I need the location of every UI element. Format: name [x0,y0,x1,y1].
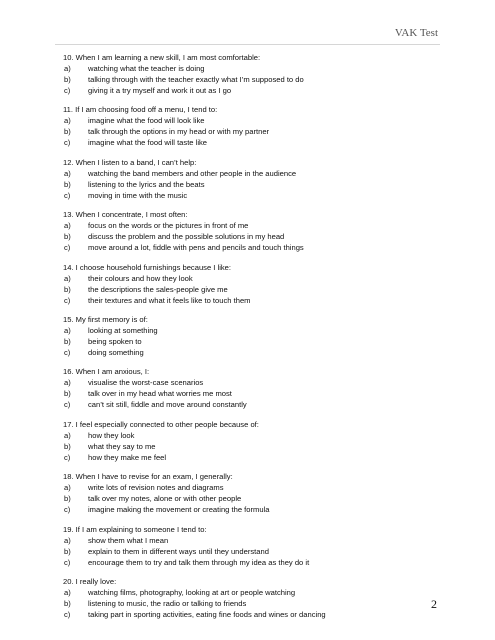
option-letter: c) [64,400,71,410]
answer-option [63,273,443,284]
option-text: imagine making the movement or creating the formula [88,505,270,515]
option-text: talk through the options in my head or with my partner [88,127,270,137]
answer-option [63,452,443,463]
answer-option [63,179,443,190]
answer-option [63,231,443,242]
page-number: 2 [431,597,437,611]
question-text: 16. When I am anxious, I: [63,367,150,377]
answer-option [63,557,443,568]
question-text: 18. When I have to revise for an exam, I generally: [63,472,233,482]
question-block [63,576,443,620]
answer-option [63,325,443,336]
option-text: discuss the problem and the possible solutions in my head [88,232,285,242]
option-letter: c) [64,295,71,305]
option-letter: a) [64,168,71,178]
option-text: moving in time with the music [88,190,188,200]
question-block [63,157,443,201]
option-text: looking at something [88,325,158,335]
answer-option [63,399,443,410]
question-text: 13. When I concentrate, I most often: [63,210,188,220]
answer-option [63,598,443,609]
option-text: being spoken to [88,336,142,346]
option-letter: a) [64,273,71,283]
option-letter: a) [64,378,71,388]
option-text: move around a lot, fiddle with pens and pencils and touch things [88,243,304,253]
question-block [63,52,443,96]
option-letter: b) [64,441,71,451]
option-letter: c) [64,86,71,95]
question-text: 17. I feel especially connected to other people because of: [63,419,259,429]
option-letter: c) [64,452,71,462]
option-letter: a) [64,325,71,335]
option-letter: c) [64,347,71,357]
option-text: their textures and what it feels like to touch them [88,295,251,305]
question-text: 20. I really love: [63,576,117,586]
question-block [63,419,443,463]
option-text: watching the band members and other people in the audience [88,168,297,178]
answer-option [63,74,443,85]
answer-option [63,587,443,598]
answer-option [63,493,443,504]
question-text: 10. When I am learning a new skill, I am most comfortable: [63,53,261,62]
answer-option [63,220,443,231]
option-text: listening to music, the radio or talking to friends [88,598,247,608]
answer-option [63,609,443,620]
option-text: watching films, photography, looking at art or people watching [88,587,296,597]
question-text: 19. If I am explaining to someone I tend to: [63,524,207,534]
question-block [63,262,443,306]
option-text: how they make me feel [88,452,167,462]
option-letter: b) [64,75,71,84]
question-block [63,366,443,410]
question-block [63,314,443,358]
option-text: talk over my notes, alone or with other people [88,494,242,504]
option-text: doing something [88,347,144,357]
answer-option [63,535,443,546]
answer-option [63,85,443,96]
question-block [63,104,443,148]
answer-option [63,190,443,201]
question-list [63,52,443,628]
option-text: talking through with the teacher exactly what I’m supposed to do [88,75,304,84]
option-text: watching what the teacher is doing [88,64,205,73]
answer-option [63,388,443,399]
option-text: write lots of revision notes and diagrams [88,483,224,493]
option-letter: a) [64,64,71,73]
question-block [63,471,443,515]
option-letter: c) [64,557,71,567]
option-text: explain to them in different ways until they understand [88,546,269,556]
option-letter: b) [64,284,71,294]
option-text: visualise the worst-case scenarios [88,378,204,388]
answer-option [63,295,443,306]
option-letter: c) [64,505,71,515]
answer-option [63,284,443,295]
answer-option [63,441,443,452]
option-letter: c) [64,138,71,148]
answer-option [63,126,443,137]
option-text: focus on the words or the pictures in front of me [88,221,249,231]
option-letter: b) [64,389,71,399]
option-letter: a) [64,587,71,597]
header-rule [55,44,440,45]
question-text: 12. When I listen to a band, I can’t help: [63,157,197,167]
option-text: giving it a try myself and work it out as I go [88,86,232,95]
option-letter: b) [64,494,71,504]
answer-option [63,546,443,557]
option-text: their colours and how they look [88,273,193,283]
option-text: encourage them to try and talk them through my idea as they do it [88,557,310,567]
option-letter: c) [64,243,71,253]
answer-option [63,168,443,179]
answer-option [63,137,443,148]
answer-option [63,377,443,388]
answer-option [63,430,443,441]
option-letter: a) [64,221,71,231]
answer-option [63,336,443,347]
answer-option [63,347,443,358]
option-letter: b) [64,546,71,556]
question-block [63,209,443,253]
answer-option [63,63,443,74]
option-letter: b) [64,598,71,608]
option-letter: c) [64,609,71,619]
option-text: the descriptions the sales-people give me [88,284,228,294]
question-text: 15. My first memory is of: [63,314,148,324]
option-letter: a) [64,430,71,440]
option-letter: a) [64,535,71,545]
option-letter: b) [64,127,71,137]
answer-option [63,482,443,493]
question-text: 11. If I am choosing food off a menu, I tend to: [63,105,218,115]
option-text: can’t sit still, fiddle and move around constantly [88,400,247,410]
option-text: how they look [88,430,135,440]
question-text: 14. I choose household furnishings because I like: [63,262,232,272]
answer-option [63,504,443,515]
option-letter: b) [64,336,71,346]
option-letter: a) [64,483,71,493]
question-block [63,524,443,568]
option-letter: b) [64,179,71,189]
option-letter: b) [64,232,71,242]
option-text: imagine what the food will look like [88,116,205,126]
option-text: talk over in my head what worries me most [88,389,232,399]
option-text: taking part in sporting activities, eating fine foods and wines or dancing [88,609,326,619]
option-text: show them what I mean [88,535,169,545]
answer-option [63,242,443,253]
answer-option [63,115,443,126]
option-text: listening to the lyrics and the beats [88,179,205,189]
option-text: imagine what the food will taste like [88,138,208,148]
document-header-title: VAK Test [394,27,438,39]
option-letter: a) [64,116,71,126]
option-text: what they say to me [88,441,156,451]
option-letter: c) [64,190,71,200]
